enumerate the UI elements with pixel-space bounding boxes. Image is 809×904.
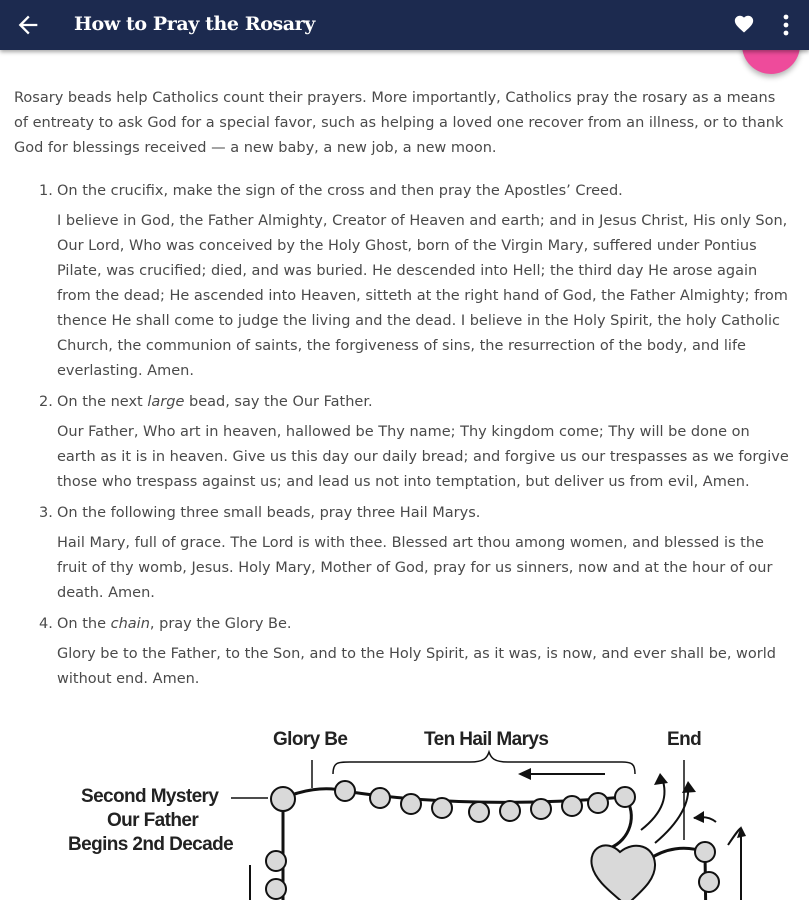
- step-item: [14, 179, 789, 384]
- step-item: [14, 612, 789, 692]
- rosary-diagram: [0, 715, 809, 900]
- prayer-text-glory-be: Glory be to the Father, to the Son, and to the Holy Spirit, as it was, is now, and ever shall be, world without end. Amen.: [57, 646, 776, 687]
- prayer-text-hail-mary: Hail Mary, full of grace. The Lord is with thee. Blessed art thou among women, and blessed is the fruit of thy womb, Jesus. Holy Mary, Mother of God, pray for us sinners, now and at the hour of our death. Amen.: [57, 535, 773, 601]
- step-instruction: On the crucifix, make the sign of the cross and then pray the Apostles’ Creed.: [57, 183, 623, 199]
- article-content: [14, 86, 789, 698]
- step-item: [14, 390, 789, 495]
- step-instruction: On the following three small beads, pray three Hail Marys.: [57, 505, 481, 521]
- step-instruction: On the next large bead, say the Our Father.: [57, 394, 373, 410]
- more-vert-icon[interactable]: [776, 12, 796, 38]
- step-number: 4.: [39, 616, 53, 632]
- app-bar: [0, 0, 809, 50]
- label-our-father: Our Father: [107, 810, 199, 831]
- label-ten-hail-marys: Ten Hail Marys: [424, 729, 549, 750]
- intro-paragraph: Rosary beads help Catholics count their prayers. More importantly, Catholics pray the rosary as a means of entreaty to ask God for a special favor, such as helping a loved one recover from an illness, or to thank God for blessings received — a new baby, a new job, a new moon.: [14, 90, 784, 156]
- step-instruction: On the chain, pray the Glory Be.: [57, 616, 292, 632]
- label-begins-2nd-decade: Begins 2nd Decade: [68, 834, 234, 855]
- label-second-mystery: Second Mystery: [81, 786, 219, 807]
- prayer-text-our-father: Our Father, Who art in heaven, hallowed be Thy name; Thy kingdom come; Thy will be done on earth as it is in heaven. Give us this day our daily bread; and forgive us our trespasses as we forgive those who trespass against us; and lead us not into temptation, but deliver us from evil, Amen.: [57, 424, 789, 490]
- step-number: 2.: [39, 394, 53, 410]
- step-number: 1.: [39, 183, 53, 199]
- page-title: How to Pray the Rosary: [74, 13, 315, 35]
- step-item: [14, 501, 789, 606]
- label-glory-be: Glory Be: [273, 729, 348, 750]
- prayer-text-apostles-creed: I believe in God, the Father Almighty, Creator of Heaven and earth; and in Jesus Christ, His only Son, Our Lord, Who was conceived by the Holy Ghost, born of the Virgin Mary, suffered under Pontius Pilate, was crucified; died, and was buried. He descended into Hell; the third day He arose again from the dead; He ascended into Heaven, sitteth at the right hand of God, the Father Almighty; from thence He shall come to judge the living and the dead. I believe in the Holy Spirit, the holy Catholic Church, the communion of saints, the forgiveness of sins, the resurrection of the body, and life everlasting. Amen.: [57, 213, 788, 379]
- arrow-left-icon[interactable]: [14, 11, 42, 39]
- label-end: End: [667, 729, 702, 750]
- steps-list: [14, 179, 789, 692]
- step-number: 3.: [39, 505, 53, 521]
- heart-icon[interactable]: [733, 13, 755, 35]
